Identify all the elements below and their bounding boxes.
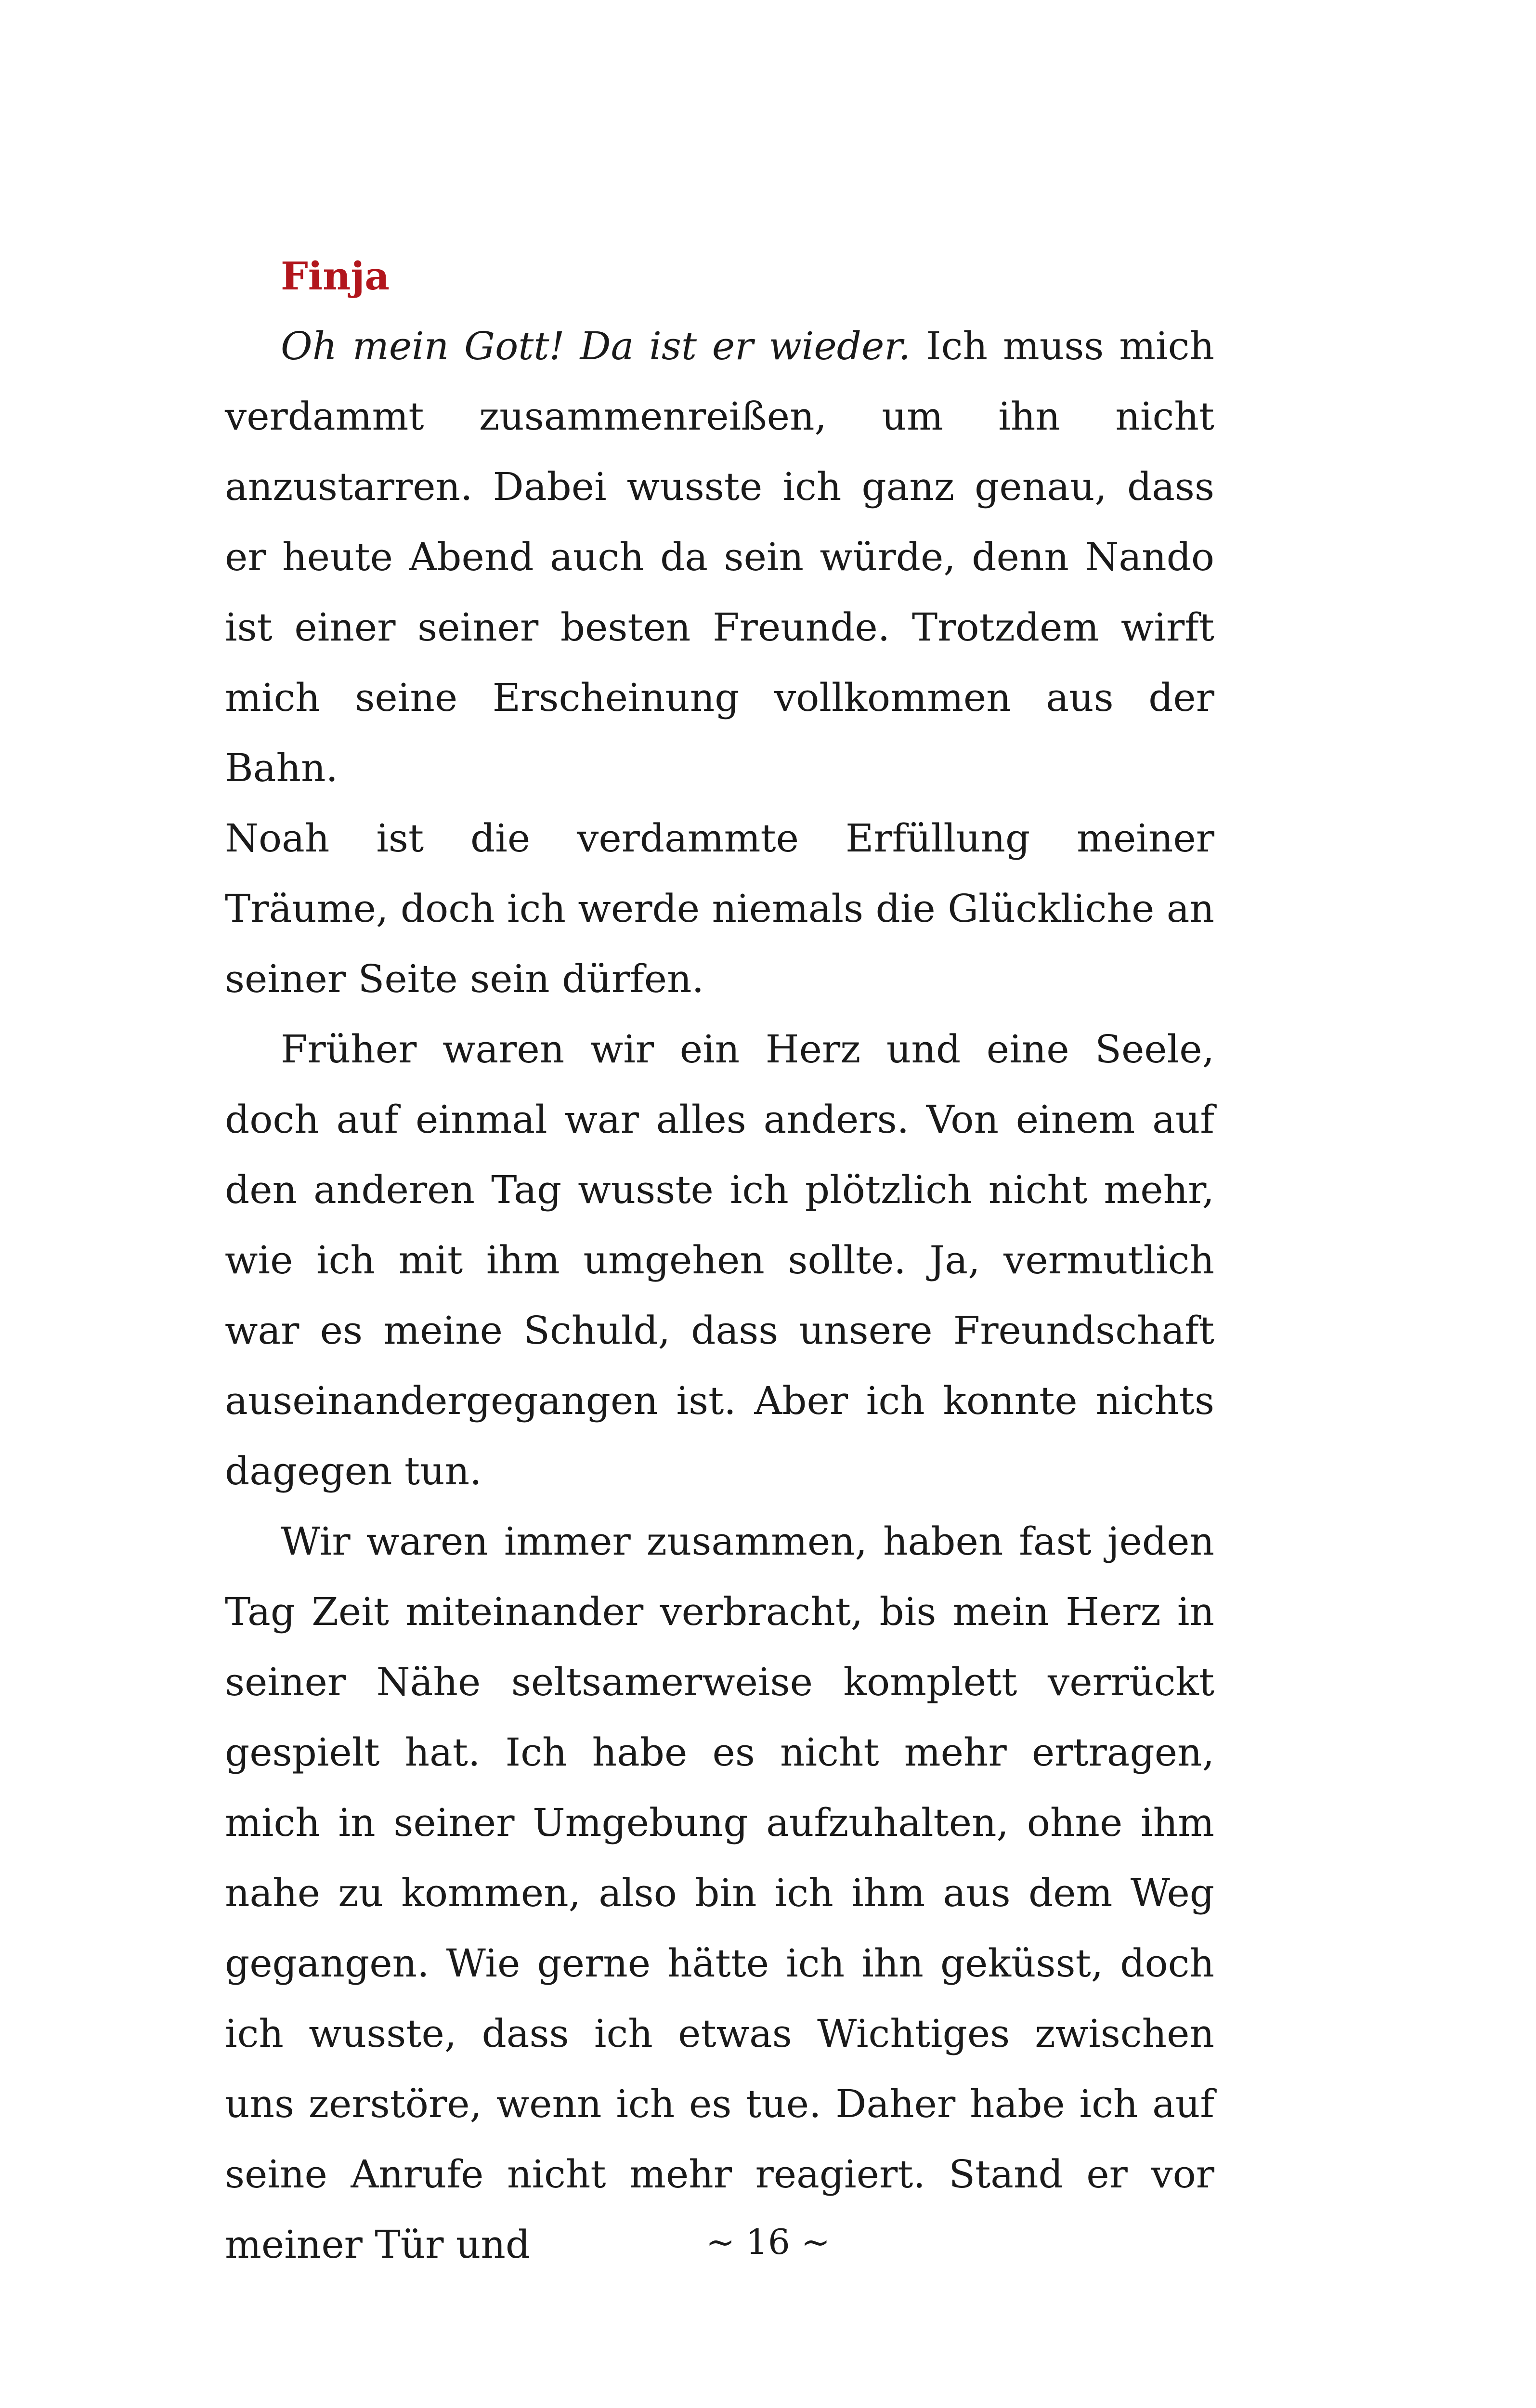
paragraph-1-text: Ich muss mich verdammt zusammenreißen, um ihn nicht anzustarren. Dabei wusste ich ganz genau, dass er heute Abend auch da sein würde, denn Nando ist einer seiner besten Freunde. Trotzdem wirft mich seine Erscheinung vollkommen aus der Bahn. <box>225 324 1214 790</box>
chapter-heading: Finja <box>281 253 390 299</box>
page-number: ~ 16 ~ <box>705 2222 831 2262</box>
paragraph-3: Früher waren wir ein Herz und eine Seele, doch auf einmal war alles anders. Von einem auf den anderen Tag wusste ich plötzlich nicht mehr, wie ich mit ihm umgehen sollte. Ja, vermutlich war es meine Schuld, dass unsere Freundschaft auseinandergegangen ist. Aber ich konnte nichts dagegen tun. <box>225 1027 1214 1493</box>
paragraph-1-italic: Oh mein Gott! Da ist er wieder. <box>281 324 911 368</box>
paragraph-4: Wir waren immer zusammen, haben fast jeden Tag Zeit miteinander verbracht, bis mein Herz in seiner Nähe seltsamerweise komplett verrückt gespielt hat. Ich habe es nicht mehr ertragen, mich in seiner Umgebung aufzuhalten, ohne ihm nahe zu kommen, also bin ich ihm aus dem Weg gegangen. Wie gerne hätte ich ihn geküsst, doch ich wusste, dass ich etwas Wichtiges zwischen uns zerstöre, wenn ich es tue. Daher habe ich auf seine Anrufe nicht mehr reagiert. Stand er vor meiner Tür und <box>225 1519 1214 2267</box>
paragraph-2: Noah ist die verdammte Erfüllung meiner Träume, doch ich werde niemals die Glückliche an seiner Seite sein dürfen. <box>225 816 1214 1001</box>
paragraph-1 <box>225 311 1214 803</box>
text-block <box>225 241 1214 2280</box>
